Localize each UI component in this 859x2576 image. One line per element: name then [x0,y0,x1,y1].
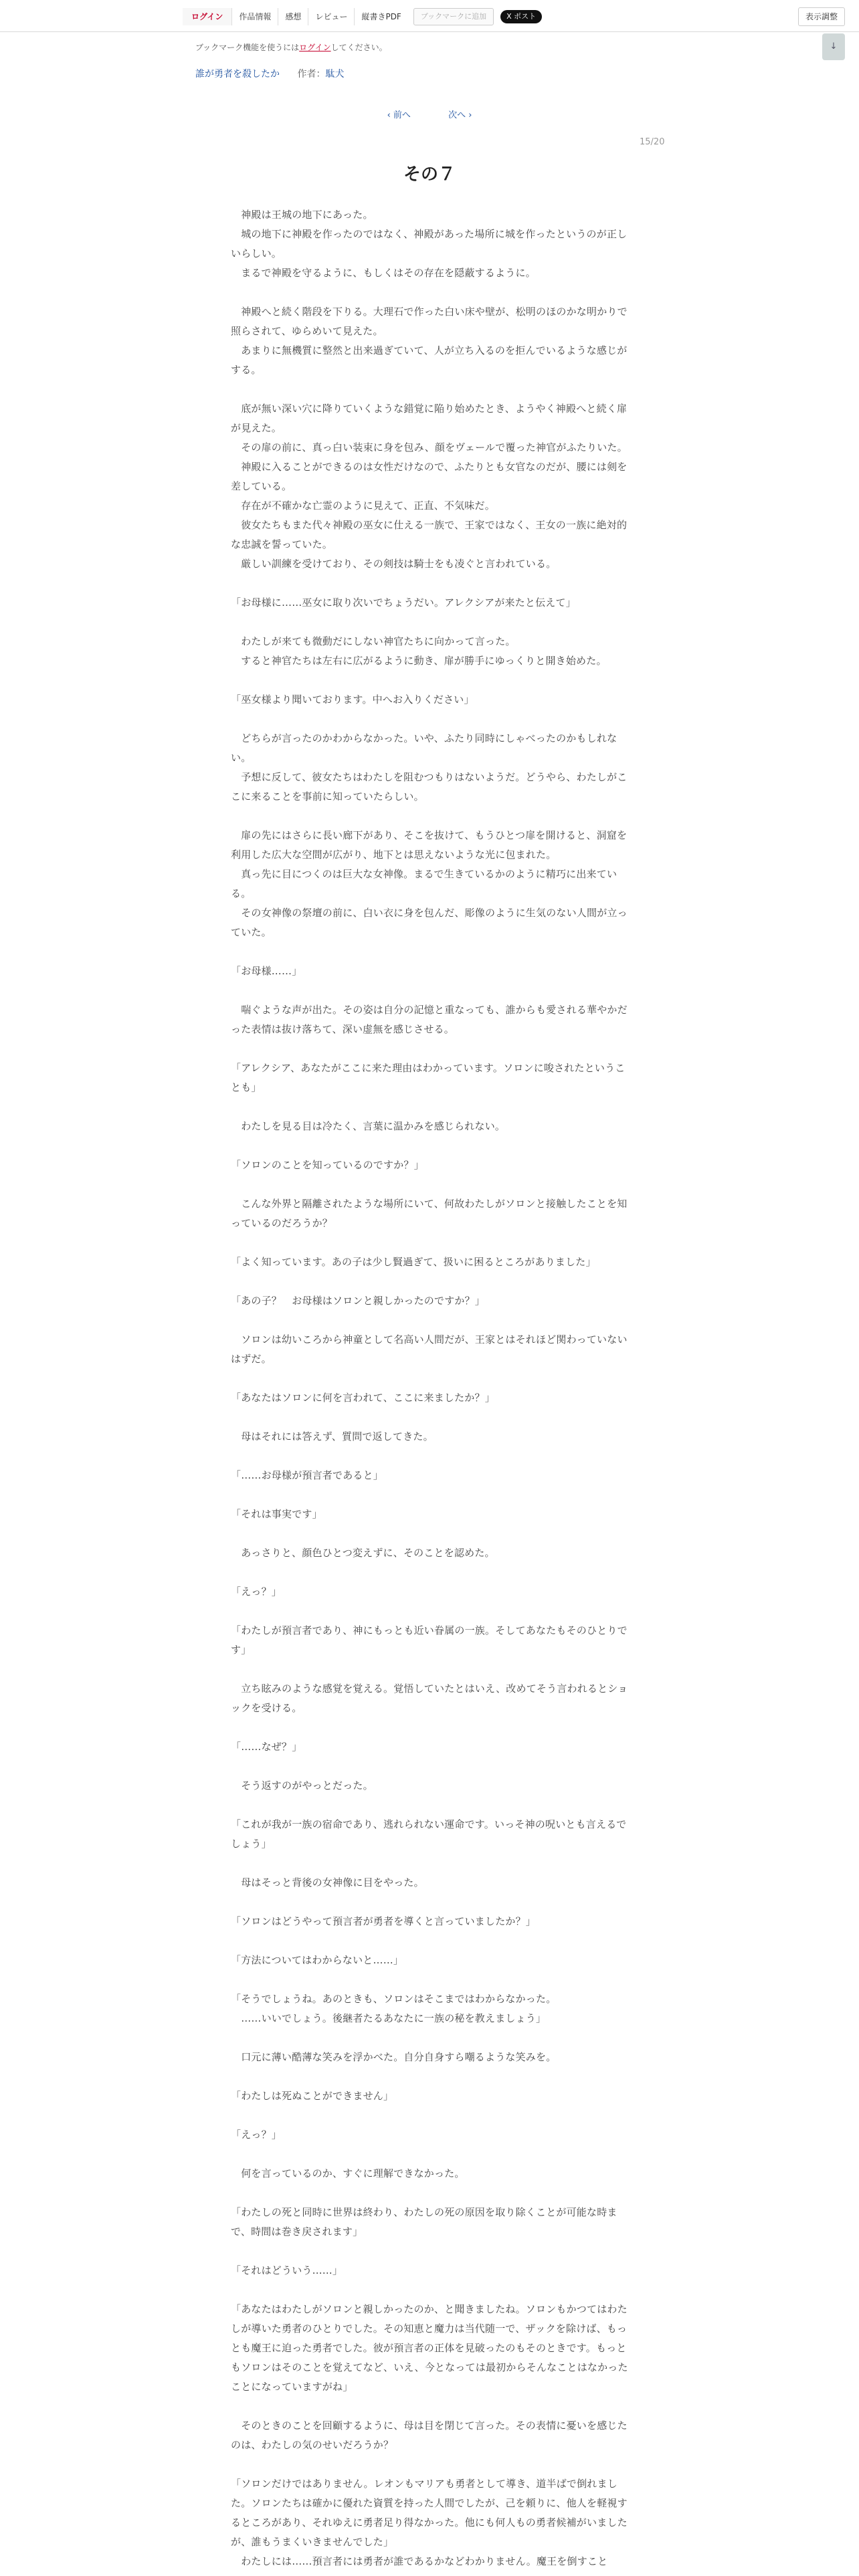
body-paragraph: 城の地下に神殿を作ったのではなく、神殿があった場所に城を作ったというのが正しいらしい。 [231,228,628,259]
body-paragraph [231,1563,628,1582]
body-paragraph: わたしを見る目は冷たく、言葉に温かみを感じられない。 [231,1120,506,1132]
body-paragraph [231,942,628,962]
body-paragraph: その女神像の祭壇の前に、白い衣に身を包んだ、彫像のように生気のない人間が立っていた。 [231,907,628,938]
body-paragraph: こんな外界と隔離されたような場所にいて、何故わたしがソロンと接触したことを知っているのだろうか？ [231,1198,628,1229]
body-paragraph: あっさりと、顔色ひとつ変えずに、そのことを認めた。 [231,1547,495,1559]
body-paragraph: 「方法についてはわからないと……」 [231,1954,404,1966]
body-paragraph: 「ソロンはどうやって預言者が勇者を導くと言っていましたか？」 [231,1915,537,1927]
body-paragraph: 神殿へと続く階段を下りる。大理石で作った白い床や壁が、松明のほのかな明かりで照らされて、ゆらめいて見えた。 [231,306,628,337]
body-paragraph: どちらが言ったのかわからなかった。いや、ふたり同時にしゃべったのかもしれない。 [231,732,617,764]
body-paragraph [231,807,628,826]
body-paragraph: 存在が不確かな亡霊のように見えて、正直、不気味だ。 [231,500,495,512]
body-paragraph [231,1524,628,1543]
body-paragraph: 「それは事実です」 [231,1508,322,1520]
body-paragraph: わたしには……預言者には勇者が誰であるかなどわかりません。魔王を倒すこと [231,2555,608,2567]
main-nav [183,8,542,25]
body-paragraph [231,1039,628,1059]
body-paragraph [231,2397,628,2416]
body-paragraph: あまりに無機質に整然と出来過ぎていて、人が立ち入るのを拒んでいるような感じがする。 [231,344,628,376]
body-paragraph [231,1408,628,1427]
body-paragraph: 神殿に入ることができるのは女性だけなので、ふたりとも女官なのだが、腰には剣を差している。 [231,461,628,492]
body-paragraph: 「えっ？」 [231,2129,282,2141]
body-paragraph [231,1485,628,1505]
body-paragraph [231,2028,628,2048]
body-paragraph [231,613,628,632]
body-paragraph [231,710,628,729]
body-paragraph [231,1931,628,1951]
body-paragraph: 「それはどういう……」 [231,2264,343,2276]
body-paragraph [231,380,628,399]
body-paragraph [231,283,628,302]
nav-impressions[interactable]: 感想 [278,8,308,25]
author-link[interactable]: 駄犬 [325,69,345,80]
body-paragraph: 「わたしが預言者であり、神にもっとも近い眷属の一族。そしてあなたもそのひとりです」 [231,1624,628,1656]
body-paragraph [231,1097,628,1117]
body-paragraph: そう返すのがやっとだった。 [231,1780,373,1792]
body-paragraph: 母はそれには答えず、質問で返してきた。 [231,1430,434,1442]
chapter-pager [0,108,859,120]
nav-work-info[interactable]: 作品情報 [231,8,278,25]
body-paragraph: 口元に薄い酷薄な笑みを浮かべた。自分自身すら嘲るような笑みを。 [231,2051,557,2063]
body-paragraph: 彼女たちもまた代々神殿の巫女に仕える一族で、王家ではなく、王女の一族に絶対的な忠誠を誓っていた。 [231,519,628,550]
body-paragraph [231,2106,628,2125]
notice-prefix: ブックマーク機能を使うには [195,43,300,52]
body-paragraph [231,1893,628,1912]
body-paragraph: 「ソロンのことを知っているのですか？」 [231,1159,424,1171]
body-paragraph [231,1311,628,1330]
body-paragraph: 「わたしは死ぬことができません」 [231,2090,394,2102]
body-paragraph: 「アレクシア、あなたがここに来た理由はわかっています。ソロンに唆されたということも」 [231,1062,626,1093]
body-paragraph: 扉の先にはさらに長い廊下があり、そこを抜けて、もうひとつ扉を開けると、洞窟を利用した広大な空間が広がり、地下とは思えないような光に包まれた。 [231,829,628,861]
top-header [0,0,859,32]
body-paragraph: 「あの子？ お母様はソロンと親しかったのですか？」 [231,1295,486,1307]
body-paragraph [231,1136,628,1156]
body-paragraph: まるで神殿を守るように、もしくはその存在を隠蔽するように。 [231,267,536,279]
body-paragraph [231,2242,628,2261]
notice-suffix: してください。 [330,43,387,52]
chapter-title: その７ [403,165,456,185]
body-paragraph [231,1175,628,1194]
bookmark-add-button[interactable]: ブックマークに追加 [413,8,494,25]
body-paragraph: 予想に反して、彼女たちはわたしを阻むつもりはないようだ。どうやら、わたしがここに来ることを事前に知っていたらしい。 [231,771,628,802]
body-paragraph: 「これが我が一族の宿命であり、逃れられない運命です。いっそ神の呪いとも言えるでしょう」 [231,1818,627,1850]
body-paragraph [231,1602,628,1621]
novel-info [195,67,344,80]
body-paragraph [231,1854,628,1873]
body-paragraph: 立ち眩みのような感覚を覚える。覚悟していたとはいえ、改めてそう言われるとショックを受ける。 [231,1683,628,1714]
display-adjust-button[interactable]: 表示調整 [798,7,845,26]
nav-reviews[interactable]: レビュー [308,8,354,25]
body-paragraph: 底が無い深い穴に降りていくような錯覚に陥り始めたとき、ようやく神殿へと続く扉が見えた。 [231,403,628,434]
body-paragraph [231,1660,628,1679]
body-paragraph: 真っ先に目につくのは巨大な女神像。まるで生きているかのように精巧に出来ている。 [231,868,617,899]
body-paragraph [231,1369,628,1388]
body-paragraph [231,1233,628,1253]
x-post-button[interactable]: X ポスト [500,10,542,23]
body-paragraph: 厳しい訓練を受けており、その剣技は騎士をも凌ぐと言われている。 [231,558,557,570]
body-paragraph [231,1757,628,1776]
scroll-down-button[interactable] [822,33,845,60]
body-paragraph [231,1970,628,1990]
body-paragraph: 「お母様……」 [231,965,302,977]
prev-chapter-link[interactable]: ‹ 前へ [387,110,411,120]
body-paragraph: 「巫女様より聞いております。中へお入りください」 [231,693,474,706]
body-paragraph [231,2067,628,2086]
next-chapter-link[interactable]: 次へ › [448,110,472,120]
body-paragraph: 神殿は王城の地下にあった。 [231,209,373,221]
body-paragraph: 「……なぜ？」 [231,1741,302,1753]
series-title-link[interactable]: 誰が勇者を殺したか [195,69,280,80]
body-paragraph: 「えっ？」 [231,1586,282,1598]
nav-vertical-pdf[interactable]: 縦書きPDF [354,8,407,25]
body-paragraph [231,671,628,690]
body-paragraph [231,2183,628,2203]
body-paragraph: そのときのことを回顧するように、母は目を閉じて言った。その表情に憂いを感じたのは、わたしの気のせいだろうか？ [231,2420,628,2451]
body-paragraph: 「わたしの死と同時に世界は終わり、わたしの死の原因を取り除くことが可能な時まで、時間は巻き戻されます」 [231,2206,617,2238]
body-paragraph [231,1796,628,1815]
body-paragraph [231,2280,628,2300]
author-label: 作者： [297,69,326,80]
body-paragraph: 「よく知っています。あの子は少し賢過ぎて、扱いに困るところがありました」 [231,1256,596,1268]
body-paragraph: その扉の前に、真っ白い装束に身を包み、顔をヴェールで覆った神官がふたりいた。 [231,441,628,453]
body-paragraph [231,1718,628,1737]
body-paragraph [231,1446,628,1466]
login-link[interactable]: ログイン [183,8,231,25]
body-paragraph [231,2145,628,2164]
body-paragraph [231,574,628,593]
bookmark-login-notice [195,41,387,53]
body-paragraph [231,1272,628,1291]
body-paragraph: 「あなたはソロンに何を言われて、ここに来ましたか？」 [231,1392,495,1404]
body-paragraph: 何を言っているのか、すぐに理解できなかった。 [231,2167,465,2179]
body-paragraph: 「そうでしょうね。あのときも、ソロンはそこまではわからなかった。 [231,1993,557,2005]
body-paragraph: ソロンは幼いころから神童として名高い人間だが、王家とはそれほど関わっていないはずだ。 [231,1333,628,1365]
page-number: 15/20 [640,137,665,147]
body-paragraph: 「……お母様が預言者であると」 [231,1469,384,1481]
body-paragraph: 「あなたはわたしがソロンと親しかったのか、と聞きましたね。ソロンもかつてはわたしが導いた勇者のひとりでした。その知恵と魔力は当代随一で、ザックを除けば、もっとも魔王に迫った勇者でした。彼が預言者の正体を見破ったのもそのときです。もっともソロンはそのことを覚えてなど、いえ、今となっては最初からそんなことはなかったことになっていますがね」 [231,2303,628,2393]
arrow-down-icon: ↓ [830,41,838,51]
body-paragraph: すると神官たちは左右に広がるように動き、扉が勝手にゆっくりと開き始めた。 [231,655,607,667]
body-paragraph: 「ソロンだけではありません。レオンもマリアも勇者として導き、道半ばで倒れました。ソロンたちは確かに優れた資質を持った人間でしたが、己を頼りに、他人を軽視するところがあり、それゆえに勇者足り得なかった。他にも何人もの勇者候補がいましたが、誰もうまくいきませんでした」 [231,2478,628,2548]
chapter-body [231,205,628,2571]
body-paragraph [231,981,628,1000]
body-paragraph: 母はそっと背後の女神像に目をやった。 [231,1876,424,1889]
body-paragraph: ……いいでしょう。後継者たるあなたに一族の秘を教えましょう」 [231,2012,547,2024]
body-paragraph: わたしが来ても微動だにしない神官たちに向かって言った。 [231,635,516,647]
body-paragraph: 喘ぐような声が出た。その姿は自分の記憶と重なっても、誰からも愛される華やかだった表情は抜け落ちて、深い虚無を感じさせる。 [231,1004,628,1035]
body-paragraph: 「お母様に……巫女に取り次いでちょうだい。アレクシアが来たと伝えて」 [231,597,576,609]
notice-login-link[interactable]: ログイン [299,43,331,52]
body-paragraph [231,2455,628,2474]
